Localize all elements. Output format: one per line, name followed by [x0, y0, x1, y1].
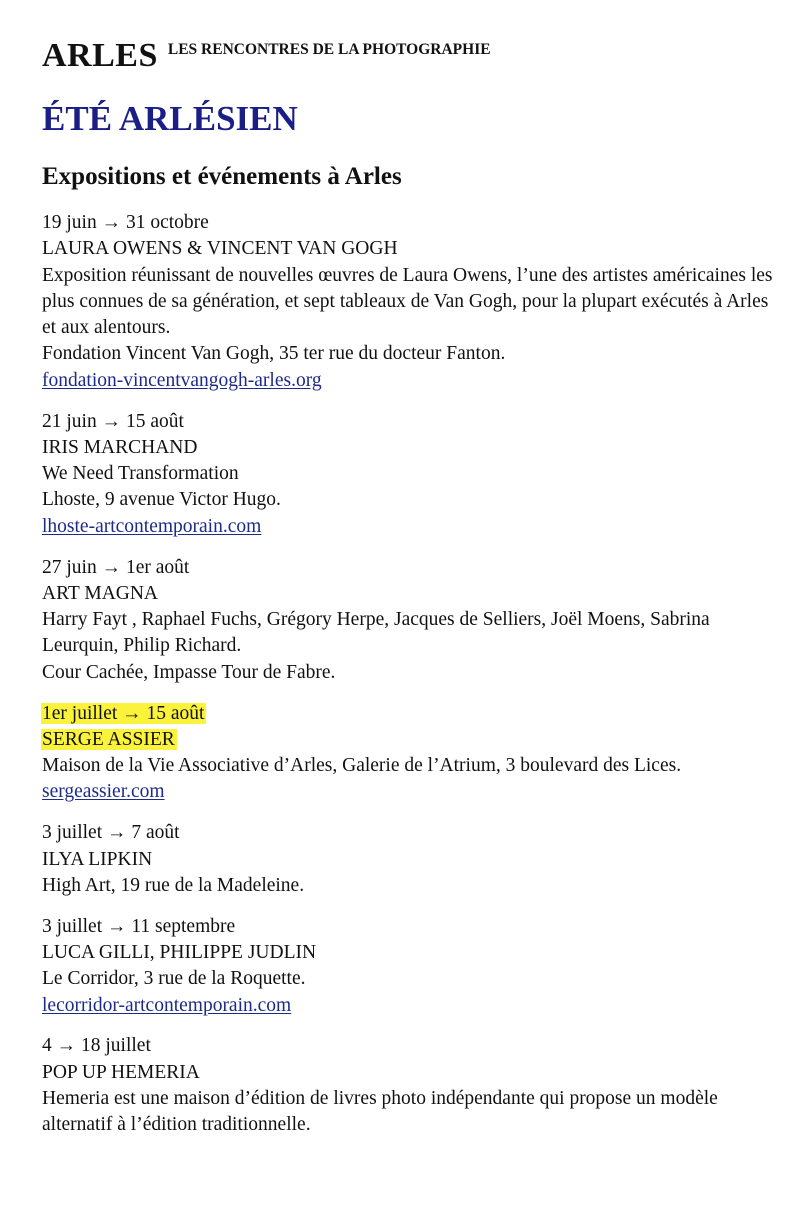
event-link[interactable]: lhoste-artcontemporain.com [42, 515, 262, 537]
masthead [42, 36, 782, 80]
event-venue: Cour Cachée, Impasse Tour de Fabre. [42, 661, 336, 683]
event-artists: Harry Fayt , Raphael Fuchs, Grégory Herpe, Jacques de Selliers, Joël Moens, Sabrina Leurquin, Philip Richard. [42, 609, 710, 657]
page-headline: ÉTÉ ARLÉSIEN [42, 99, 298, 138]
event-title: ILYA LIPKIN [42, 848, 153, 870]
event-list [42, 210, 782, 1139]
event-title: LAURA OWENS & VINCENT VAN GOGH [42, 238, 398, 260]
event-dates: 27 juin → 1er août [42, 556, 190, 578]
event-dates: 19 juin → 31 octobre [42, 212, 209, 233]
event-title: ART MAGNA [42, 582, 159, 604]
event-dates: 4 → 18 juillet [42, 1035, 151, 1057]
event-venue: Lhoste, 9 avenue Victor Hugo. [42, 489, 281, 511]
event-item [42, 555, 782, 686]
event-dates: 3 juillet → 7 août [42, 822, 180, 844]
brand-name: ARLES [42, 37, 158, 74]
event-link[interactable]: fondation-vincentvangogh-arles.org [42, 369, 322, 391]
event-link[interactable]: lecorridor-artcontemporain.com [42, 994, 292, 1016]
event-dates: 21 juin → 15 août [42, 410, 184, 432]
event-description: Exposition réunissant de nouvelles œuvres de Laura Owens, l’une des artistes américaines les plus connues de sa génération, et sept tableaux de Van Gogh, pour la plupart exécutés à Arles et aux alentours. [42, 264, 773, 339]
event-title: SERGE ASSIER [42, 728, 175, 750]
event-title: POP UP HEMERIA [42, 1061, 200, 1083]
event-venue: Fondation Vincent Van Gogh, 35 ter rue du docteur Fanton. [42, 343, 506, 365]
event-link[interactable]: sergeassier.com [42, 781, 165, 803]
event-item [42, 914, 782, 1019]
event-dates: 1er juillet → 15 août [42, 702, 205, 724]
event-item [42, 210, 782, 394]
event-title: IRIS MARCHAND [42, 436, 198, 458]
event-item [42, 820, 782, 899]
event-subtitle: We Need Transformation [42, 463, 239, 485]
brand-subtitle: LES RENCONTRES DE LA PHOTOGRAPHIE [167, 41, 491, 58]
event-item [42, 409, 782, 540]
event-item [42, 1033, 782, 1138]
event-dates: 3 juillet → 11 septembre [42, 915, 236, 937]
event-venue: Maison de la Vie Associative d’Arles, Galerie de l’Atrium, 3 boulevard des Lices. [42, 755, 682, 777]
document-page [42, 36, 782, 1153]
event-venue: Le Corridor, 3 rue de la Roquette. [42, 968, 306, 990]
event-description: Hemeria est une maison d’édition de livres photo indépendante qui propose un modèle alternatif à l’édition traditionnelle. [42, 1087, 718, 1136]
event-item-highlighted [42, 701, 782, 806]
event-venue: High Art, 19 rue de la Madeleine. [42, 874, 305, 896]
event-title: LUCA GILLI, PHILIPPE JUDLIN [42, 941, 317, 963]
section-title: Expositions et événements à Arles [42, 163, 402, 190]
